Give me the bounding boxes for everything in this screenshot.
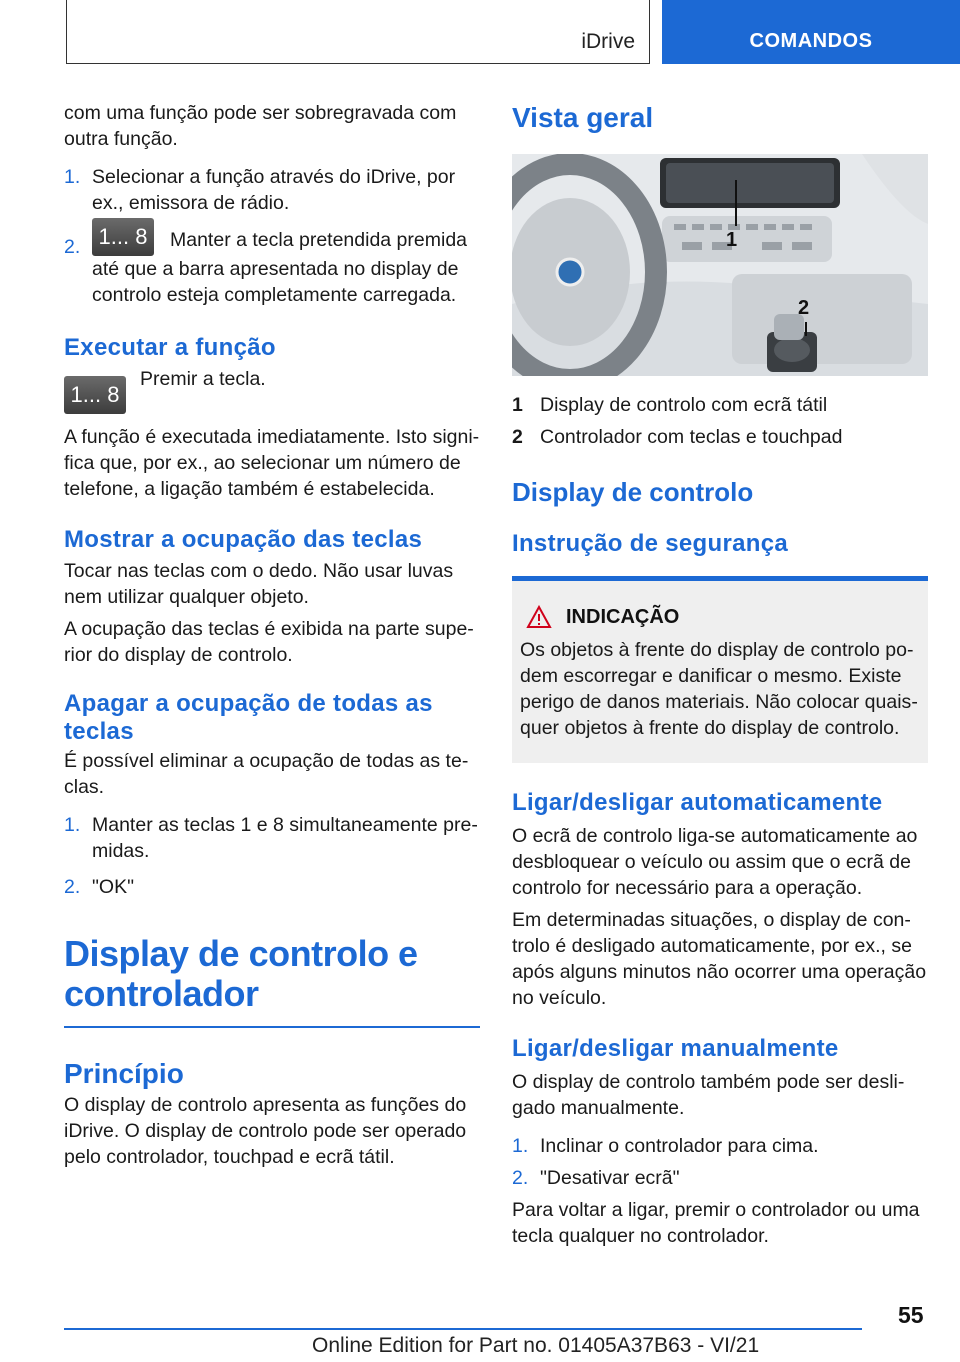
cockpit-drawing <box>512 154 928 376</box>
list-item <box>64 226 480 308</box>
step-number: 1. <box>64 814 81 836</box>
heading-rule <box>64 1026 480 1028</box>
heading-display: Display de controlo <box>512 477 754 507</box>
show-text-1: Tocar nas teclas com o dedo. Não usar luvas nem utilizar qualquer objeto. <box>64 560 454 608</box>
step-number: 2. <box>64 876 81 898</box>
heading-auto: Ligar/desligar automaticamente <box>512 789 883 816</box>
legend-text: Display de controlo com ecrã tátil <box>540 394 828 416</box>
delete-text: É possível eliminar a ocupação de todas as teclas. <box>64 750 469 798</box>
list-item <box>512 1133 928 1159</box>
heading-show: Mostrar a ocupação das teclas <box>64 526 423 553</box>
header-chapter-label: COMANDOS <box>749 30 873 52</box>
preset-key-icon: 1... 8 <box>64 376 126 414</box>
left-column <box>64 100 480 1176</box>
step-text: Manter as teclas 1 e 8 simultaneamente premidas. <box>92 814 478 862</box>
step-text: Selecionar a função através do iDrive, por ex., emissora de rádio. <box>92 166 456 214</box>
steps-list-3 <box>512 1133 928 1191</box>
list-item <box>64 874 480 900</box>
heading-manual: Ligar/desligar manualmente <box>512 1035 839 1062</box>
exec-body: A função é executada imediatamente. Isto significa que, por ex., ao selecionar um número de telefone, a ligação também é estabelecida. <box>64 426 480 500</box>
step-number: 2. <box>512 1167 529 1189</box>
list-item <box>64 164 480 216</box>
footer-edition: Online Edition for Part no. 01405A37B63 - VI/21 <box>312 1334 760 1357</box>
step-number: 1. <box>64 166 81 188</box>
auto-text-1: O ecrã de controlo liga-se automaticamente ao desbloquear o veículo ou assim que o ecrã de controlo for necessário para a operação. <box>512 825 918 899</box>
header-chapter-tab <box>662 0 960 64</box>
notice-box <box>512 576 928 763</box>
callout-2: 2 <box>798 297 810 319</box>
exec-key-row <box>64 368 480 416</box>
principle-text: O display de controlo apresenta as funções do iDrive. O display de controlo pode ser operado pelo controlador, touchpad e ecrã tátil. <box>64 1093 467 1168</box>
step-text: "Desativar ecrã" <box>540 1167 680 1189</box>
heading-safety: Instrução de segurança <box>512 530 789 557</box>
step-text: "OK" <box>92 876 135 898</box>
steps-list-1 <box>64 164 480 308</box>
closing-text: Para voltar a ligar, premir o controlador ou uma tecla qualquer no controlador. <box>512 1199 920 1247</box>
step-number: 1. <box>512 1135 529 1157</box>
step-text: Inclinar o controlador para cima. <box>540 1135 819 1157</box>
step-text: Manter a tecla pretendida premida até que a barra apresentada no display de controlo esteja completamente carregada. <box>92 229 468 306</box>
notice-body: Os objetos à frente do display de controlo podem escorregar e danificar o mesmo. Existe perigo de danos materiais. Não colocar quaisquer objetos à frente do display de controlo. <box>520 639 918 739</box>
heading-exec: Executar a função <box>64 334 276 361</box>
list-item <box>64 812 480 864</box>
header-section-tab <box>66 0 650 64</box>
exec-key-text: Premir a tecla. <box>140 368 266 390</box>
page-number: 55 <box>898 1302 924 1328</box>
steps-list-2 <box>64 812 480 900</box>
legend-item <box>512 424 928 450</box>
heading-principle: Princípio <box>64 1057 184 1089</box>
list-item <box>512 1165 928 1191</box>
heading-delete: Apagar a ocupação de todas as teclas <box>64 690 433 745</box>
manual-text: O display de controlo também pode ser desligado manualmente. <box>512 1071 905 1119</box>
legend-number: 1 <box>512 394 523 416</box>
preset-key-icon: 1... 8 <box>92 218 154 256</box>
auto-text-2: Em determinadas situações, o display de controlo é desligado automaticamente, por ex., se após alguns minutos não ocorrer uma operação no veículo. <box>512 909 927 1009</box>
notice-header <box>526 605 920 629</box>
step-number: 2. <box>64 236 81 258</box>
legend-number: 2 <box>512 426 523 448</box>
notice-title: INDICAÇÃO <box>566 605 680 628</box>
legend-list <box>512 392 928 450</box>
intro-text: com uma função pode ser sobregravada com outra função. <box>64 102 457 150</box>
right-column <box>512 100 928 1255</box>
legend-text: Controlador com teclas e touchpad <box>540 426 843 448</box>
heading-overview: Vista geral <box>512 102 654 133</box>
show-text-2: A ocupação das teclas é exibida na parte superior do display de controlo. <box>64 618 474 666</box>
warning-triangle-icon <box>526 605 552 629</box>
header-section-label: iDrive <box>581 30 635 53</box>
callout-1: 1 <box>726 229 738 251</box>
cockpit-illustration <box>512 154 928 376</box>
legend-item <box>512 392 928 418</box>
footer-rule <box>64 1328 862 1330</box>
main-heading: Display de controlo e controlador <box>64 933 418 1014</box>
